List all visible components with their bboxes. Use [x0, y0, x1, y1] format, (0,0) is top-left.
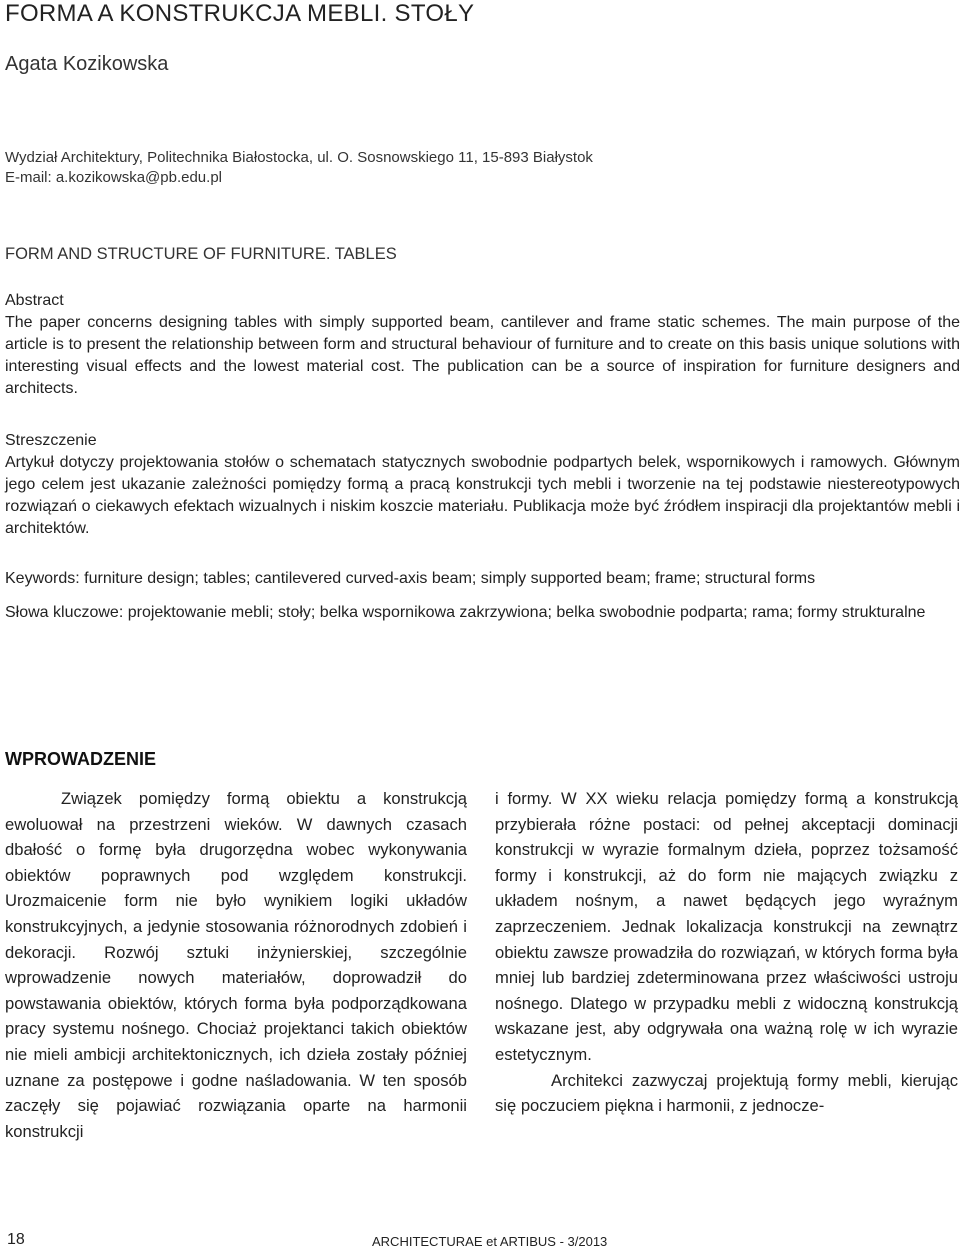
author-email: E-mail: a.kozikowska@pb.edu.pl — [5, 169, 222, 186]
body-paragraph: Architekci zazwyczaj projektują formy mebli, kierując się poczuciem piękna i harmonii, z jednocze- — [495, 1070, 958, 1116]
body-column-left — [5, 786, 467, 1144]
body-column-right — [495, 786, 958, 1119]
streszczenie-section — [5, 430, 960, 540]
streszczenie-heading: Streszczenie — [5, 432, 97, 449]
abstract-heading: Abstract — [5, 292, 64, 309]
streszczenie-text: Artykuł dotyczy projektowania stołów o schematach statycznych swobodnie podpartych belek, wspornikowych i ramowych. Głównym jego celem jest ukazanie zależności pomiędzy formą a pracą konstrukcji tych mebli i tworzenie na tej podstawie niestereotypowych rozwiązań o ciekawych efektach wizualnych i niskim koszcie materiału. Publikacja może być źródłem inspiracji dla projektantów mebli i architektów. — [5, 454, 960, 537]
body-paragraph: i formy. W XX wieku relacja pomiędzy formą a konstrukcją przybierała różne postaci: od pełnej akceptacji dominacji konstrukcji w wyrazie formalnym dzieła, poprzez tożsamość formy i konstrukcji, aż do form nie mających związku z układem nośnym, a nawet będących jego wyraźnym zaprzeczeniem. Jednak lokalizacja konstrukcji na zewnątrz obiektu zawsze prowadziła do rozwiązań, w których forma była mniej lub bardziej zdeterminowana przez właściwości ustroju nośnego. Dlatego w przypadku mebli z widoczną konstrukcją wskazane jest, aby odgrywała ona ważną rolę w ich wyrazie estetycznym. — [495, 789, 958, 1064]
slowa-kluczowe: Słowa kluczowe: projektowanie mebli; stoły; belka wspornikowa zakrzywiona; belka swobodnie podparta; rama; formy strukturalne — [5, 604, 926, 621]
affiliation-address: Wydział Architektury, Politechnika Białostocka, ul. O. Sosnowskiego 11, 15-893 Białystok — [5, 149, 593, 166]
journal-footer: ARCHITECTURAE et ARTIBUS - 3/2013 — [372, 1234, 608, 1249]
abstract-text: The paper concerns designing tables with simply supported beam, cantilever and frame static schemes. The main purpose of the article is to present the relationship between form and structural behaviour of furniture and to create on this basis unique solutions with interesting visual effects and the lowest material cost. The publication can be a source of inspiration for furniture designers and architects. — [5, 314, 960, 397]
paper-title: FORMA A KONSTRUKCJA MEBLI. STOŁY — [5, 0, 475, 27]
keywords: Keywords: furniture design; tables; cantilevered curved-axis beam; simply supported beam; frame; structural forms — [5, 570, 816, 587]
abstract-section — [5, 290, 960, 400]
english-title: FORM AND STRUCTURE OF FURNITURE. TABLES — [5, 245, 397, 263]
body-paragraph: Związek pomiędzy formą obiektu a konstrukcją ewoluował na przestrzeni wieków. W dawnych czasach dbałość o formę była drugorzędna wobec wykonywania obiektów poprawnych pod względem konstrukcji. Urozmaicenie form nie było wynikiem logiki układów konstrukcyjnych, a jedynie stosowania różnorodnych zdobień i dekoracji. Rozwój sztuki inżynierskiej, szczególnie wprowadzenie nowych materiałów, doprowadził do powstawania obiektów, których forma była podporządkowana pracy systemu nośnego. Chociaż projektanci takich obiektów nie mieli ambicji architektonicznych, ich dzieła zostały później uznane za postępowe i godne naśladowania. W ten sposób zaczęły się pojawiać rozwiązania oparte na harmonii konstrukcji — [5, 789, 467, 1141]
author-affiliation — [5, 148, 593, 188]
paper-page — [5, 0, 960, 1250]
section-heading: WPROWADZENIE — [5, 749, 156, 769]
page-number: 18 — [7, 1231, 25, 1248]
author-name: Agata Kozikowska — [5, 53, 169, 75]
